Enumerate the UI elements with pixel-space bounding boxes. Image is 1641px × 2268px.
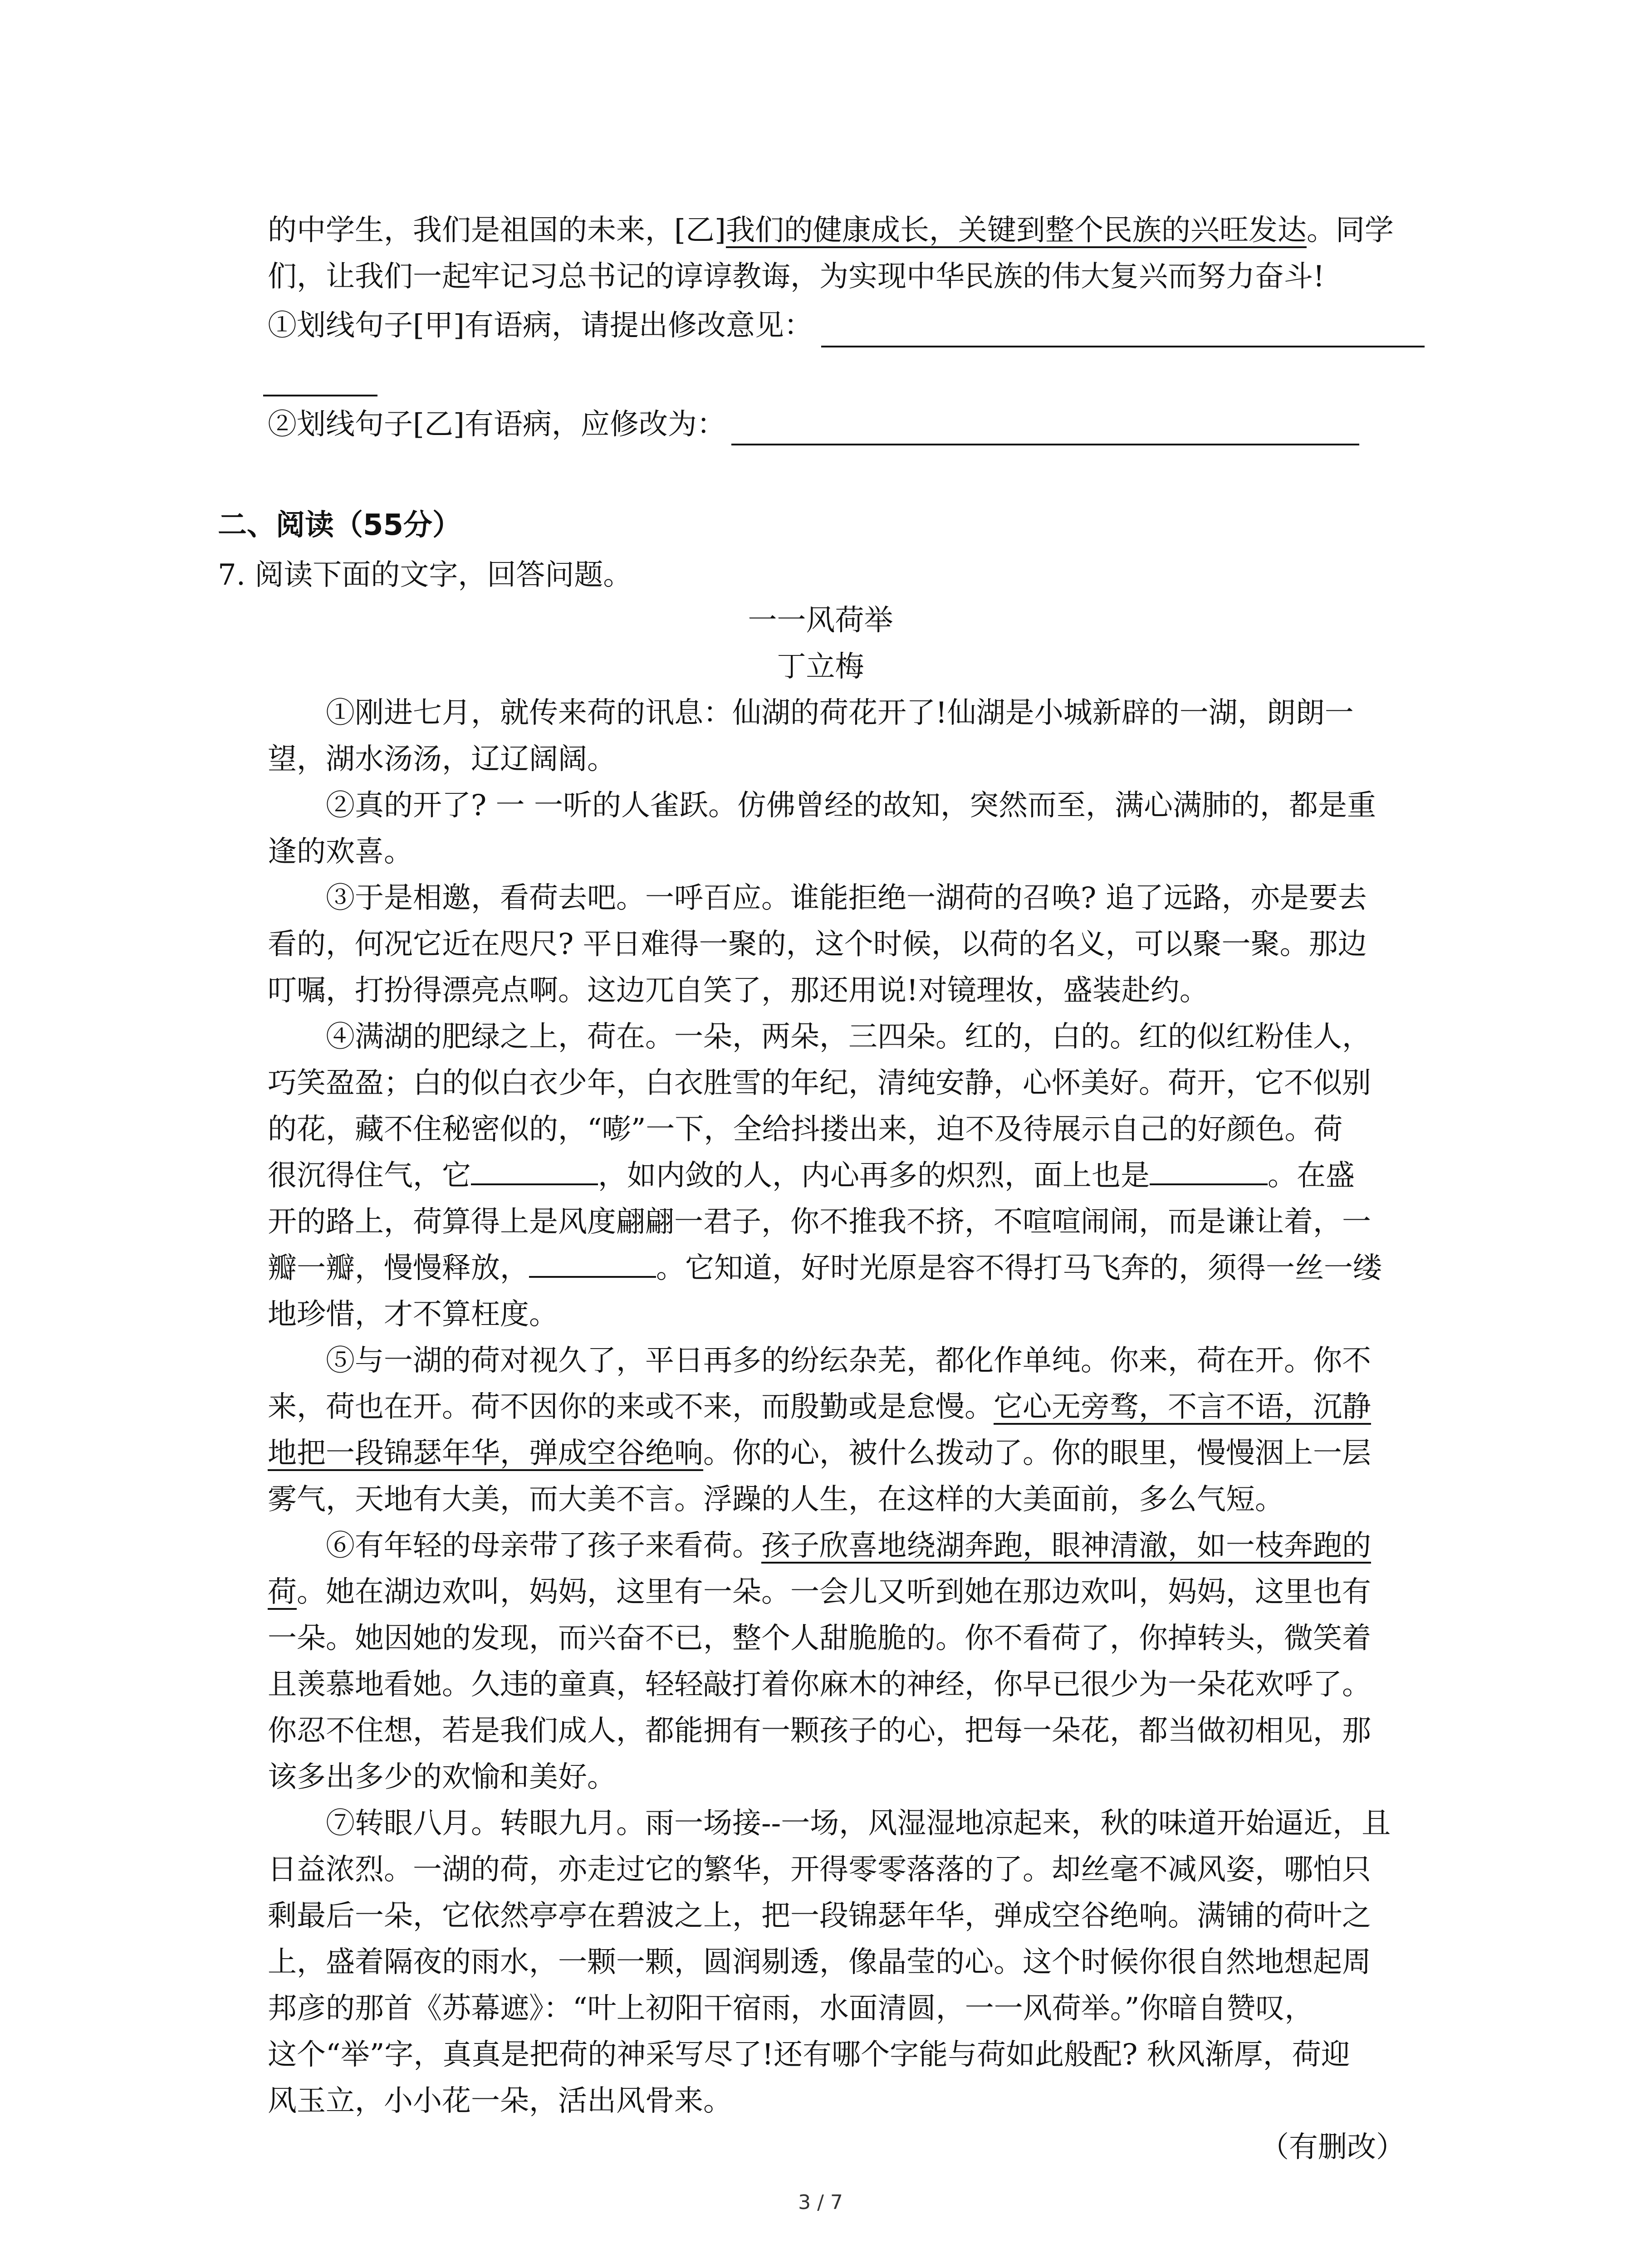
paragraph-3-line: 看的，何况它近在咫尺? 平日难得一聚的，这个时候，以荷的名义，可以聚一聚。那边	[268, 928, 1367, 961]
answer-line-2[interactable]	[731, 444, 1359, 445]
paragraph-4-line: 开的路上，荷算得上是风度翩翩一君子，你不推我不挤，不喧喧闹闹，而是谦让着，一	[268, 1205, 1371, 1239]
text-segment: 。你的心，被什么拨动了。你的眼里，慢慢洇上一层	[703, 1437, 1371, 1470]
question-2	[268, 402, 726, 447]
question-2-label: ②划线句子[乙]有语病，应修改为：	[268, 408, 726, 441]
paragraph-5-line	[268, 1431, 1371, 1476]
fill-blank-3[interactable]	[529, 1248, 656, 1278]
text-segment: 。它知道，好时光原是容不得打马飞奔的，须得一丝一缕	[656, 1251, 1382, 1285]
paragraph-1-line: 望，湖水汤汤，辽辽阔阔。	[268, 743, 616, 776]
text-segment: 。同学	[1306, 214, 1394, 247]
paragraph-5-line: ⑤与一湖的荷对视久了，平日再多的纷纭杂芜，都化作单纯。你来，荷在开。你不	[326, 1344, 1371, 1378]
text-line	[268, 208, 1394, 253]
paragraph-6-line: 一朵。她因她的发现，而兴奋不已，整个人甜脆脆的。你不看荷了，你掉转头，微笑着	[268, 1622, 1371, 1655]
text-segment: 瓣一瓣，慢慢释放，	[268, 1251, 529, 1285]
edit-note: （有删改）	[1260, 2131, 1405, 2164]
text-segment: ，如内敛的人，内心再多的炽烈，面上也是	[598, 1159, 1150, 1193]
page-number: 3 / 7	[798, 2191, 843, 2214]
underlined-sentence: 荷	[268, 1575, 297, 1609]
paragraph-2-line: 逢的欢喜。	[268, 835, 413, 869]
text-segment: 来，荷也在开。荷不因你的来或不来，而殷勤或是怠慢。	[268, 1390, 994, 1424]
question-1	[268, 303, 813, 348]
underlined-sentence: 地把一段锦瑟年华，弹成空谷绝响	[268, 1437, 703, 1470]
section-heading: 二、阅读（55分）	[218, 508, 462, 542]
article-author: 丁立梅	[777, 650, 864, 684]
paragraph-6-line	[268, 1569, 1371, 1615]
paragraph-2-line: ②真的开了? 一 一听的人雀跃。仿佛曾经的故知，突然而至，满心满肺的，都是重	[326, 789, 1376, 822]
question-7-prompt: 7. 阅读下面的文字，回答问题。	[218, 558, 632, 592]
underlined-sentence: 它心无旁骛，不言不语，沉静	[994, 1390, 1371, 1424]
paragraph-7-line: ⑦转眼八月。转眼九月。雨一场接--一场，风湿湿地凉起来，秋的味道开始逼近，且	[326, 1807, 1391, 1840]
underlined-sentence-yi: 我们的健康成长，关键到整个民族的兴旺发达	[725, 214, 1307, 247]
paragraph-7-line: 风玉立，小小花一朵，活出风骨来。	[268, 2084, 732, 2118]
paragraph-5-line	[268, 1384, 1371, 1430]
paragraph-4-line: 地珍惜，才不算枉度。	[268, 1298, 558, 1331]
paragraph-4-line	[268, 1153, 1355, 1198]
fill-blank-2[interactable]	[1150, 1155, 1268, 1185]
text-segment: 。在盛	[1268, 1159, 1355, 1193]
paragraph-4-line: ④满湖的肥绿之上，荷在。一朵，两朵，三四朵。红的，白的。红的似红粉佳人，	[326, 1020, 1371, 1054]
paragraph-4-line	[268, 1246, 1382, 1291]
paragraph-6-line	[326, 1523, 1371, 1569]
answer-line-1-continued[interactable]	[263, 395, 377, 396]
text-segment: ⑥有年轻的母亲带了孩子来看荷。	[326, 1529, 761, 1563]
paragraph-7-line: 上，盛着隔夜的雨水，一颗一颗，圆润剔透，像晶莹的心。这个时候你很自然地想起周	[268, 1945, 1371, 1979]
fill-blank-1[interactable]	[471, 1155, 598, 1185]
paragraph-6-line: 你忍不住想，若是我们成人，都能拥有一颗孩子的心，把每一朵花，都当做初相见，那	[268, 1714, 1371, 1748]
answer-line-1[interactable]	[821, 346, 1425, 347]
paragraph-4-line: 的花，藏不住秘密似的，“嘭”一下，全给抖搂出来，迫不及待展示自己的好颜色。荷	[268, 1113, 1343, 1146]
paragraph-7-line: 邦彦的那首《苏幕遮》：“叶上初阳干宿雨，水面清圆，一一风荷举。”你暗自赞叹，	[268, 1992, 1314, 2025]
text-segment: 的中学生，我们是祖国的未来，[乙]	[268, 214, 726, 247]
underlined-sentence: 孩子欣喜地绕湖奔跑，眼神清澈，如一枝奔跑的	[761, 1529, 1371, 1563]
article-title: 一一风荷举	[748, 604, 893, 637]
paragraph-1-line: ①刚进七月，就传来荷的讯息：仙湖的荷花开了!仙湖是小城新辟的一湖，朗朗一	[326, 696, 1354, 730]
paragraph-7-line: 这个“举”字，真真是把荷的神采写尽了!还有哪个字能与荷如此般配? 秋风渐厚，荷迎	[268, 2038, 1350, 2072]
paragraph-7-line: 日益浓烈。一湖的荷，亦走过它的繁华，开得零零落落的了。却丝毫不减风姿，哪怕只	[268, 1853, 1371, 1887]
paragraph-3-line: 叮嘱，打扮得漂亮点啊。这边兀自笑了，那还用说!对镜理妆，盛装赴约。	[268, 974, 1209, 1007]
paragraph-4-line: 巧笑盈盈；白的似白衣少年，白衣胜雪的年纪，清纯安静，心怀美好。荷开，它不似别	[268, 1066, 1371, 1100]
paragraph-6-line: 且羡慕地看她。久违的童真，轻轻敲打着你麻木的神经，你早已很少为一朵花欢呼了。	[268, 1668, 1371, 1701]
text-segment: 。她在湖边欢叫，妈妈，这里有一朵。一会儿又听到她在那边欢叫，妈妈，这里也有	[297, 1575, 1371, 1609]
paragraph-6-line: 该多出多少的欢愉和美好。	[268, 1760, 616, 1794]
question-1-label: ①划线句子[甲]有语病，请提出修改意见：	[268, 309, 813, 342]
text-segment: 很沉得住气，它	[268, 1159, 471, 1193]
paragraph-5-line: 雾气，天地有大美，而大美不言。浮躁的人生，在这样的大美面前，多么气短。	[268, 1483, 1284, 1516]
paragraph-3-line: ③于是相邀，看荷去吧。一呼百应。谁能拒绝一湖荷的召唤? 追了远路，亦是要去	[326, 881, 1367, 915]
paragraph-7-line: 剩最后一朵，它依然亭亭在碧波之上，把一段锦瑟年华，弹成空谷绝响。满铺的荷叶之	[268, 1899, 1371, 1933]
text-line: 们，让我们一起牢记习总书记的谆谆教诲，为实现中华民族的伟大复兴而努力奋斗!	[268, 260, 1325, 293]
